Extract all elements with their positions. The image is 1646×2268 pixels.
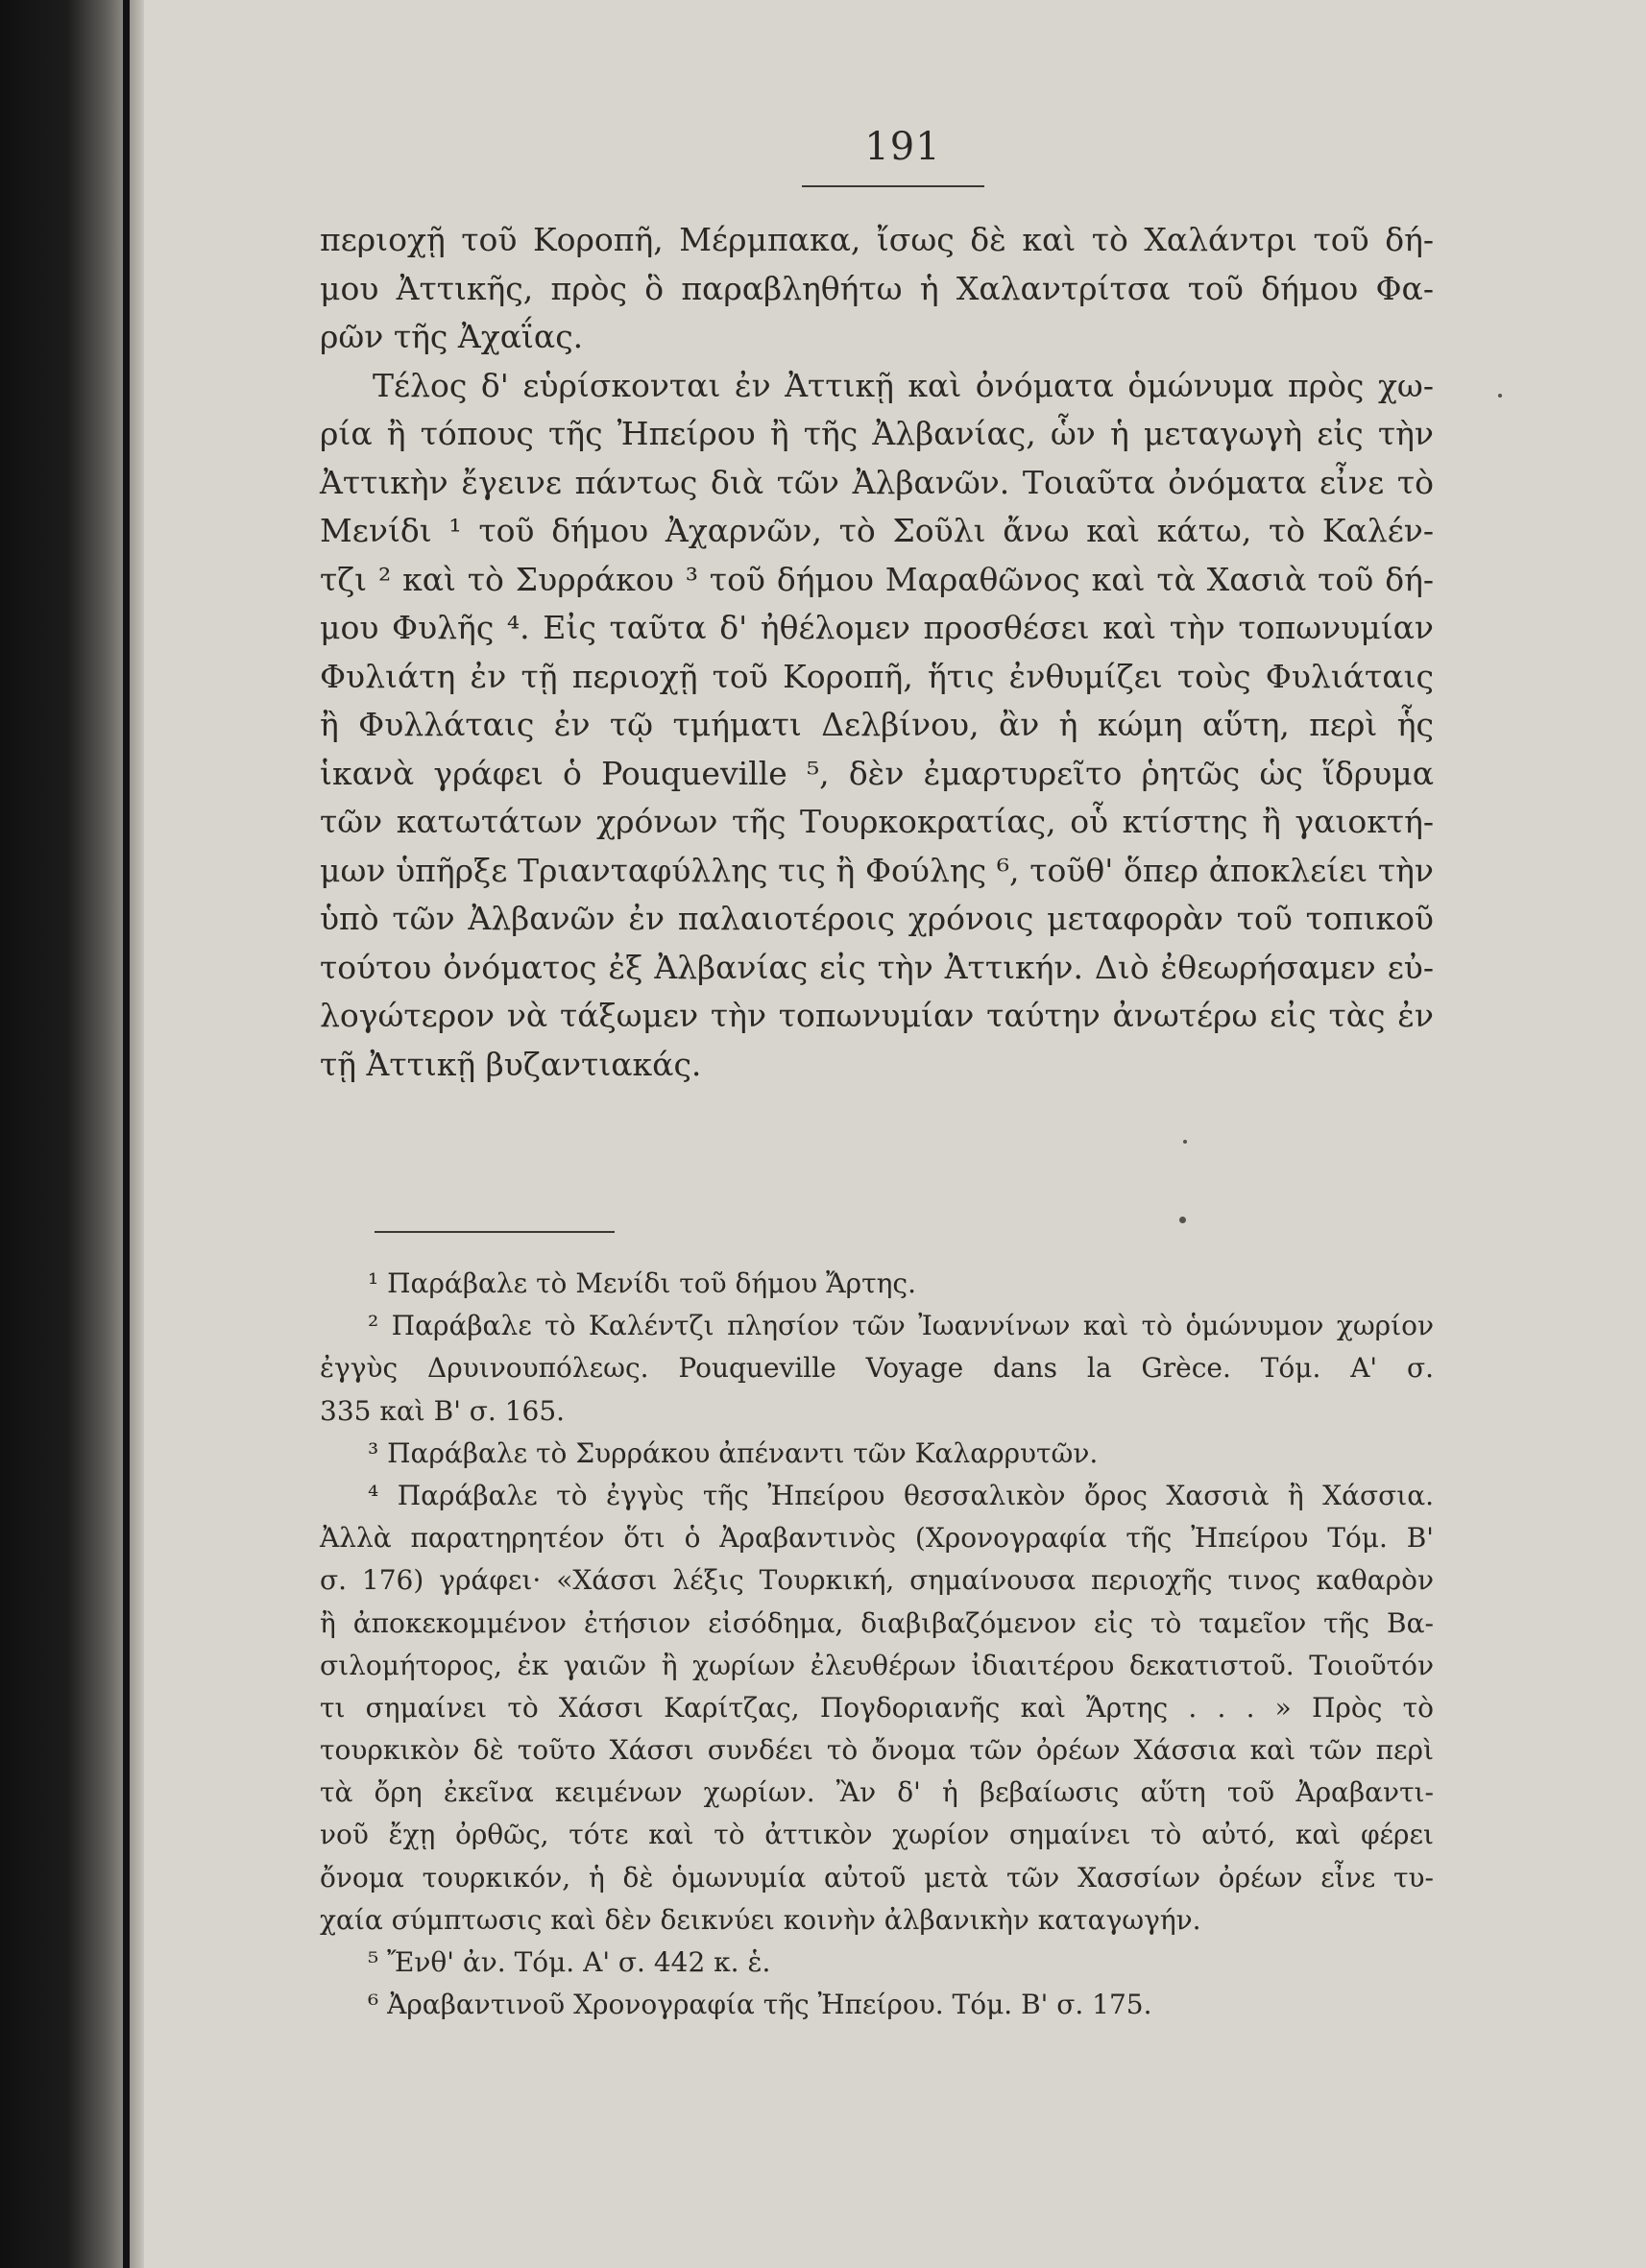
body-line: τούτου ὀνόματος ἐξ Ἀλβανίας εἰς τὴν Ἀττικήν. Διὸ ἐθεωρήσαμεν εὐ- — [320, 948, 1434, 986]
page-number-rule — [802, 185, 984, 187]
paper-speck — [1183, 1140, 1187, 1144]
body-line: μων ὑπῆρξε Τριανταφύλλης τις ἢ Φούλης ⁶, τοῦθ' ὅπερ ἀποκλείει τὴν — [320, 851, 1434, 889]
body-line: τζι ² καὶ τὸ Συρράκου ³ τοῦ δήμου Μαραθῶνος καὶ τὰ Χασιὰ τοῦ δή- — [320, 560, 1434, 598]
footnote-line: σ. 176) γράφει· «Χάσσι λέξις Τουρκική, σημαίνουσα περιοχῆς τινος καθαρὸν — [320, 1564, 1434, 1597]
footnotes-separator — [375, 1231, 615, 1233]
body-line: Μενίδι ¹ τοῦ δήμου Ἀχαρνῶν, τὸ Σοῦλι ἄνω καὶ κάτω, τὸ Καλέν- — [320, 512, 1434, 549]
body-text — [320, 216, 1434, 1089]
body-line: λογώτερον νὰ τάξωμεν τὴν τοπωνυμίαν ταύτην ἀνωτέρω εἰς τὰς ἐν — [320, 997, 1434, 1034]
footnote-line: ² Παράβαλε τὸ Καλέντζι πλησίον τῶν Ἰωαννίνων καὶ τὸ ὁμώνυμον χωρίον — [368, 1310, 1434, 1342]
footnotes — [320, 1263, 1434, 2026]
body-line: περιοχῇ τοῦ Κοροπῆ, Μέρμπακα, ἴσως δὲ καὶ τὸ Χαλάντρι τοῦ δή- — [320, 221, 1434, 258]
body-line: ρία ἢ τόπους τῆς Ἠπείρου ἢ τῆς Ἀλβανίας, ὧν ἡ μεταγωγὴ εἰς τὴν — [320, 415, 1434, 452]
body-line: τῇ Ἀττικῇ βυζαντιακάς. — [320, 1045, 702, 1083]
body-line: Ἀττικὴν ἔγεινε πάντως διὰ τῶν Ἀλβανῶν. Τοιαῦτα ὀνόματα εἶνε τὸ — [320, 463, 1434, 501]
footnote-line: τουρκικὸν δὲ τοῦτο Χάσσι συνδέει τὸ ὄνομα τῶν ὀρέων Χάσσια καὶ τῶν περὶ — [320, 1734, 1434, 1767]
body-line: ρῶν τῆς Ἀχαΐας. — [320, 318, 584, 355]
footnote-line: ⁴ Παράβαλε τὸ ἐγγὺς τῆς Ἠπείρου θεσσαλικὸν ὄρος Χασσιὰ ἢ Χάσσια. — [368, 1479, 1434, 1511]
footnote-line: ⁶ Ἀραβαντινοῦ Χρονογραφία τῆς Ἠπείρου. Τόμ. Β' σ. 175. — [368, 1989, 1152, 2021]
body-line: τῶν κατωτάτων χρόνων τῆς Τουρκοκρατίας, οὗ κτίστης ἢ γαιοκτή- — [320, 803, 1434, 840]
footnote-line: ⁵ Ἔνθ' ἀν. Τόμ. Α' σ. 442 κ. ἑ. — [368, 1946, 771, 1978]
footnote-line: 335 καὶ Β' σ. 165. — [320, 1394, 566, 1427]
body-line: Τέλος δ' εὑρίσκονται ἐν Ἀττικῇ καὶ ὀνόματα ὁμώνυμα πρὸς χω- — [373, 366, 1434, 404]
footnote-line: ἐγγὺς Δρυινουπόλεως. Pouqueville Voyage dans la Grèce. Τόμ. Α' σ. — [320, 1352, 1434, 1385]
footnote-line: τι σημαίνει τὸ Χάσσι Καρίτζας, Πογδοριανῆς καὶ Ἄρτης . . . » Πρὸς τὸ — [320, 1691, 1434, 1724]
footnote-line: ³ Παράβαλε τὸ Συρράκου ἀπέναντι τῶν Καλαρρυτῶν. — [368, 1436, 1099, 1469]
paper-speck — [1498, 394, 1502, 398]
body-line: ἢ Φυλλάταις ἐν τῷ τμήματι Δελβίνου, ἂν ἡ κώμη αὕτη, περὶ ἧς — [320, 706, 1434, 743]
body-line: μου Φυλῆς ⁴. Εἰς ταῦτα δ' ἠθέλομεν προσθέσει καὶ τὴν τοπωνυμίαν — [320, 609, 1434, 646]
body-line: ἱκανὰ γράφει ὁ Pouqueville ⁵, δὲν ἐμαρτυρεῖτο ῥητῶς ὡς ἵδρυμα — [320, 754, 1434, 792]
footnote-line: ὄνομα τουρκικόν, ἡ δὲ ὁμωνυμία αὐτοῦ μετὰ τῶν Χασσίων ὀρέων εἶνε τυ- — [320, 1861, 1434, 1894]
spine-edge — [123, 0, 130, 2268]
footnote-line: τὰ ὄρη ἐκεῖνα κειμένων χωρίων. Ἂν δ' ἡ βεβαίωσις αὕτη τοῦ Ἀραβαντι- — [320, 1776, 1434, 1809]
body-line: ὑπὸ τῶν Ἀλβανῶν ἐν παλαιοτέροις χρόνοις μεταφορὰν τοῦ τοπικοῦ — [320, 900, 1434, 937]
body-line: Φυλιάτη ἐν τῇ περιοχῇ τοῦ Κοροπῆ, ἥτις ἐνθυμίζει τοὺς Φυλιάταις — [320, 657, 1434, 695]
page-number: 191 — [864, 125, 941, 169]
footnote-line: ἢ ἀποκεκομμένον ἐτήσιον εἰσόδημα, διαβιβαζόμενον εἰς τὸ ταμεῖον τῆς Βα- — [320, 1606, 1434, 1639]
footnote-line: ¹ Παράβαλε τὸ Μενίδι τοῦ δήμου Ἄρτης. — [368, 1267, 916, 1299]
body-line: μου Ἀττικῆς, πρὸς ὃ παραβληθήτω ἡ Χαλαντρίτσα τοῦ δήμου Φα- — [320, 269, 1434, 307]
footnote-line: νοῦ ἔχῃ ὀρθῶς, τότε καὶ τὸ ἀττικὸν χωρίον σημαίνει τὸ αὐτό, καὶ φέρει — [320, 1819, 1434, 1851]
footnote-line: Ἀλλὰ παρατηρητέον ὅτι ὁ Ἀραβαντινὸς (Χρονογραφία τῆς Ἠπείρου Τόμ. Β' — [320, 1522, 1434, 1555]
footnote-line: σιλομήτορος, ἐκ γαιῶν ἢ χωρίων ἐλευθέρων ἰδιαιτέρου δεκατιστοῦ. Τοιοῦτόν — [320, 1649, 1434, 1681]
paper-speck — [1179, 1217, 1186, 1223]
footnote-line: χαία σύμπτωσις καὶ δὲν δεικνύει κοινὴν ἀλβανικὴν καταγωγήν. — [320, 1903, 1201, 1936]
